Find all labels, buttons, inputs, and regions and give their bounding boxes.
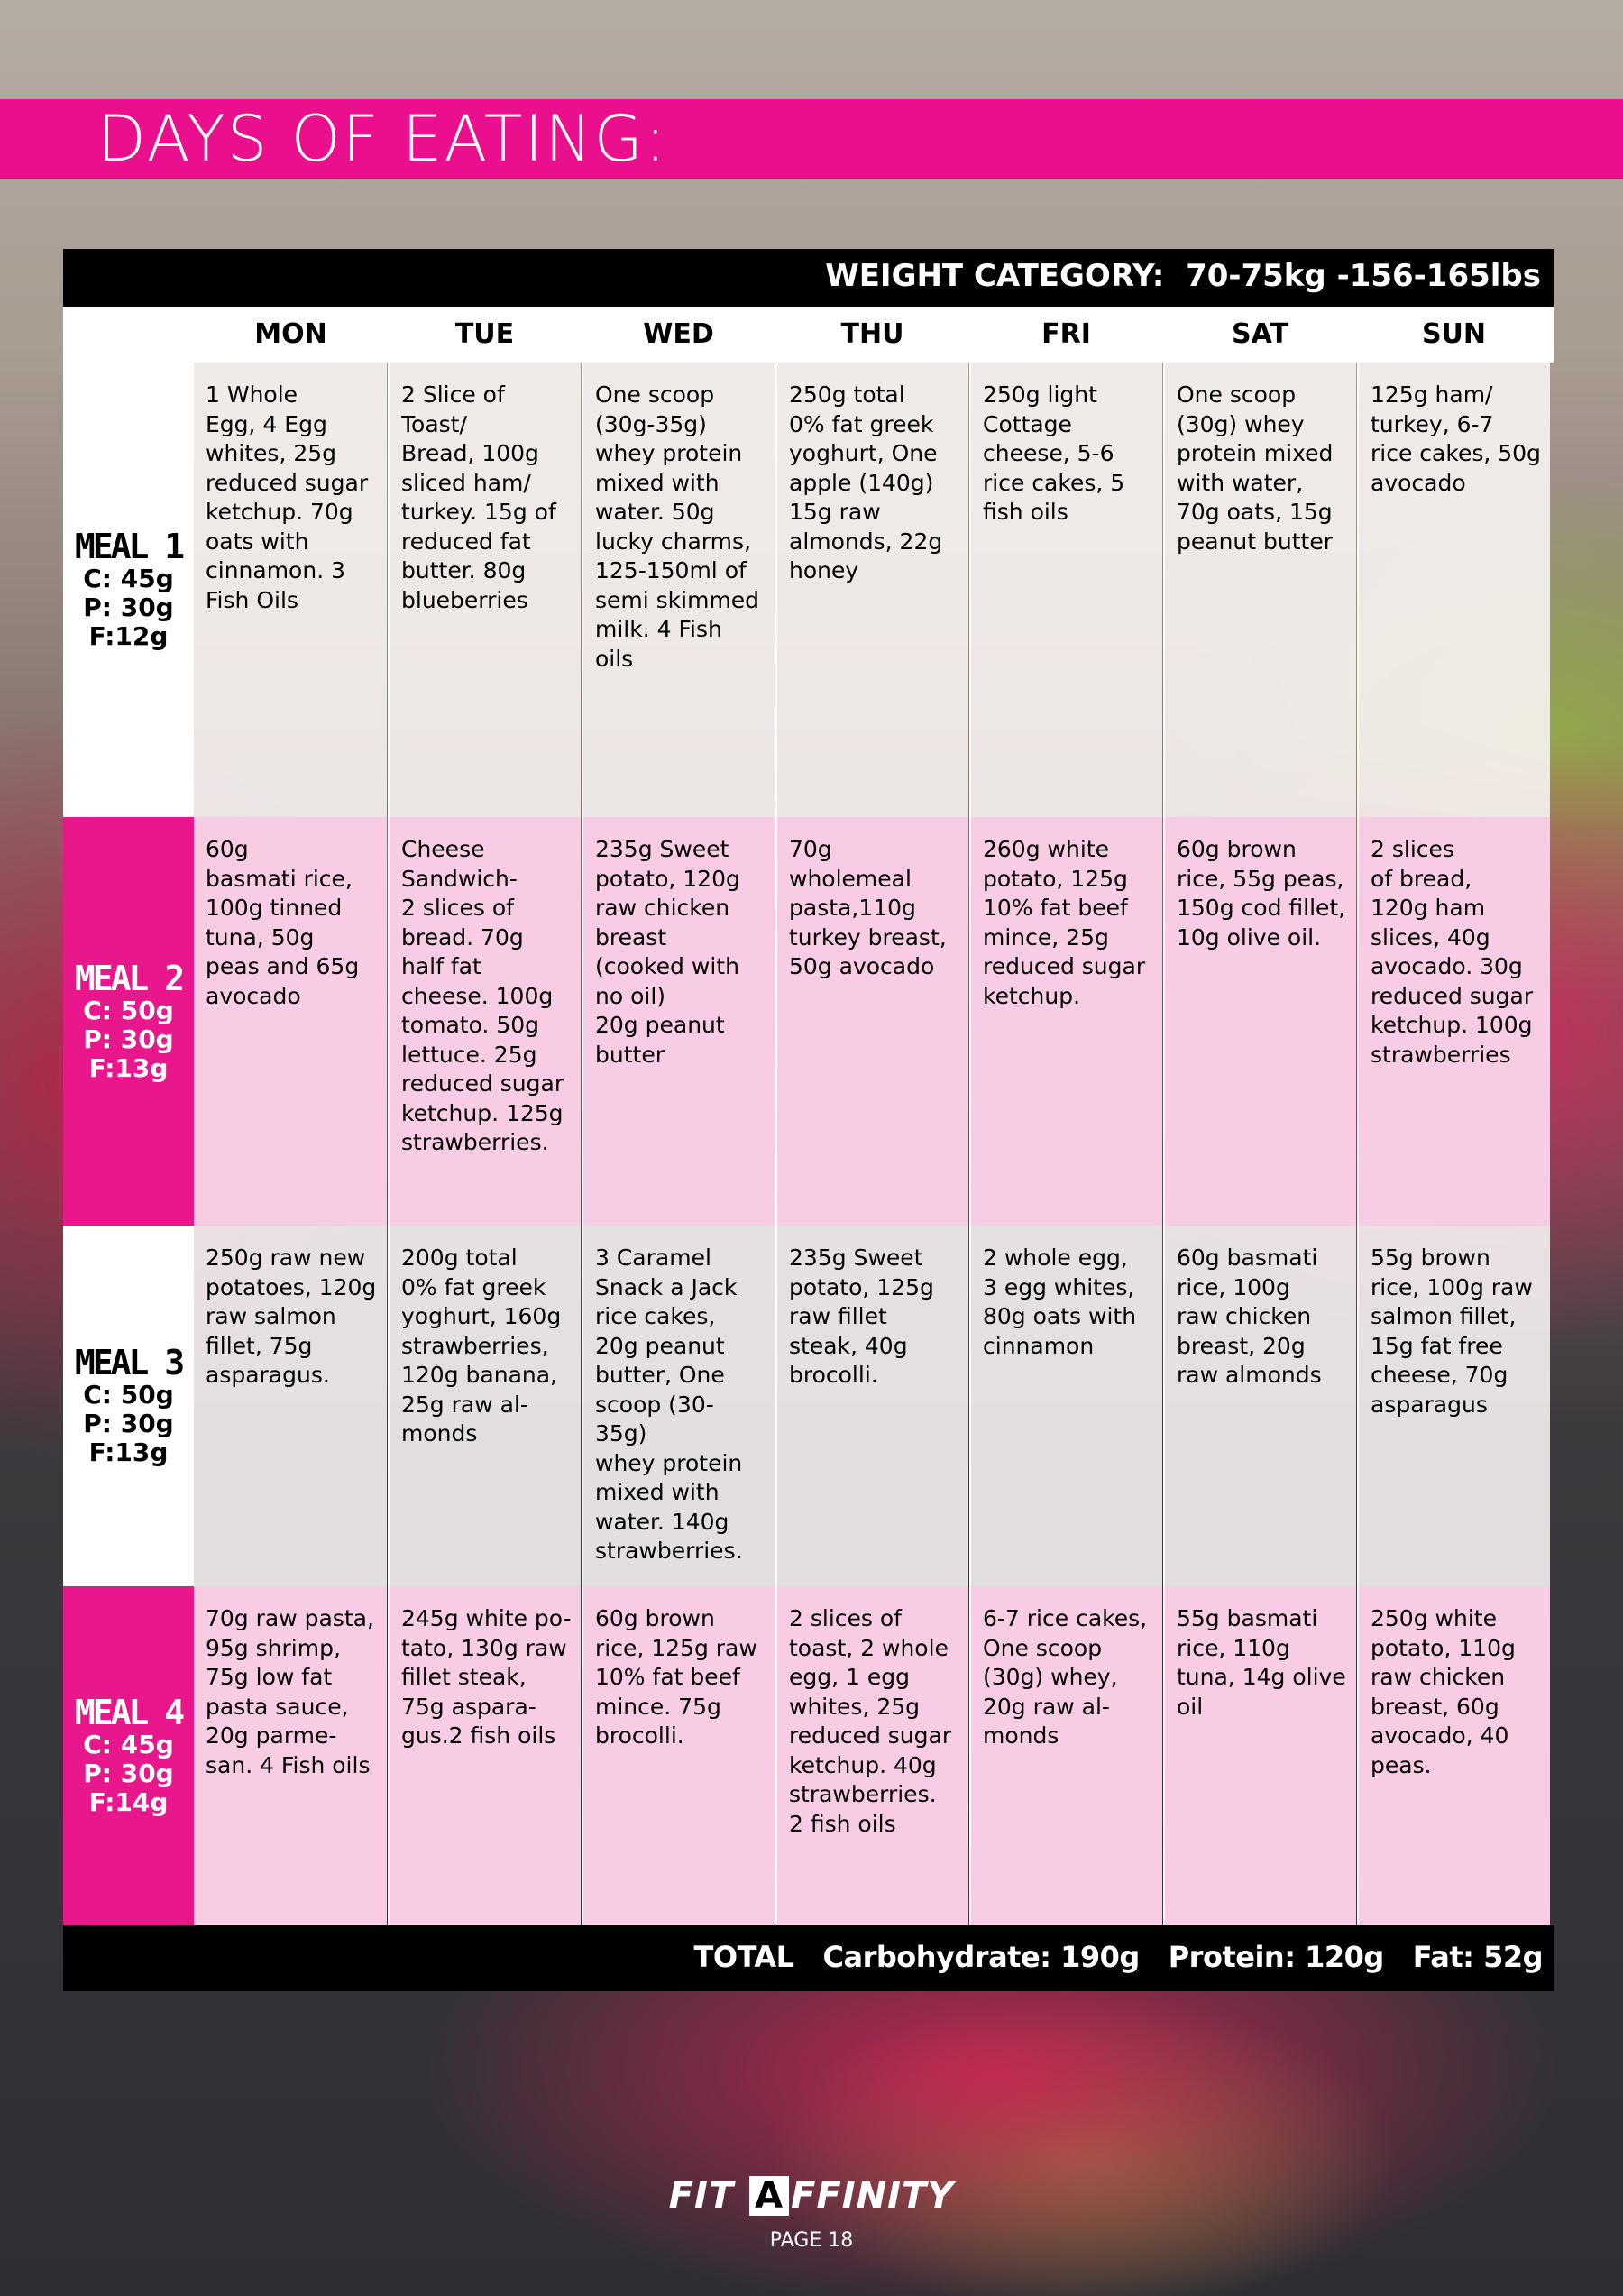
meal-cell-tue: 245g white po- tato, 130g raw fillet steak, 75g aspara- gus.2 fish oils [388,1586,581,1925]
meal-cell-sat: 60g basmati rice, 100g raw chicken breast, 20g raw almonds [1163,1226,1356,1586]
totals-bar [63,1925,1554,1991]
meal-cell-fri: 2 whole egg, 3 egg whites, 80g oats with cinnamon [969,1226,1162,1586]
meal-cell-fri: 6-7 rice cakes, One scoop (30g) whey, 20g raw al- monds [969,1586,1162,1925]
meal-cell-wed: 3 Caramel Snack a Jack rice cakes, 20g peanut butter, One scoop (30-35g) whey protein mixed with water. 140g strawberries. [582,1226,775,1586]
meal-cell-thu: 2 slices of toast, 2 whole egg, 1 egg whites, 25g reduced sugar ketchup. 40g strawberries. 2 fish oils [775,1586,968,1925]
logo-text-left: FIT [668,2175,735,2217]
logo-badge: A [749,2176,789,2216]
meal-label [63,363,194,817]
meal-row-4 [63,1586,1554,1925]
day-header-sat: SAT [1232,318,1288,350]
meal-cell-sun: 250g white potato, 110g raw chicken breast, 60g avocado, 40 peas. [1357,1586,1550,1925]
meal-cell-sat: 60g brown rice, 55g peas, 150g cod fillet, 10g olive oil. [1163,817,1356,1226]
meal-cell-wed: 235g Sweet potato, 120g raw chicken breast (cooked with no oil) 20g peanut butter [582,817,775,1226]
total-carbohydrate: Carbohydrate: 190g [822,1940,1140,1974]
total-fat: Fat: 52g [1412,1940,1543,1974]
meal-carbs: C: 50g [83,1380,174,1410]
meal-cell-tue: Cheese Sandwich- 2 slices of bread. 70g half fat cheese. 100g tomato. 50g lettuce. 25g reduced sugar ketchup. 125g strawberries. [388,817,581,1226]
meal-protein: P: 30g [83,1409,174,1438]
meal-row-2 [63,817,1554,1226]
meal-carbs: C: 45g [83,564,174,593]
fit-affinity-logo [0,2175,1623,2217]
meal-fat: F:12g [88,621,169,651]
day-header-thu: THU [840,318,904,350]
meal-cell-sun: 2 slices of bread, 120g ham slices, 40g avocado. 30g reduced sugar ketchup. 100g strawberries [1357,817,1550,1226]
meal-protein: P: 30g [83,592,174,622]
totals-text [694,1940,1543,1974]
meal-cell-thu: 235g Sweet potato, 125g raw fillet steak, 40g brocolli. [775,1226,968,1586]
day-header-row [63,307,1554,363]
day-header-mon: MON [254,318,327,350]
meal-name: MEAL 1 [74,527,183,566]
meal-cell-tue: 200g total 0% fat greek yoghurt, 160g strawberries, 120g banana, 25g raw al- monds [388,1226,581,1586]
meal-cell-mon: 70g raw pasta, 95g shrimp, 75g low fat pasta sauce, 20g parme- san. 4 Fish oils [194,1586,387,1925]
day-header-tue: TUE [454,318,515,350]
weight-category-label: WEIGHT CATEGORY: 70-75kg -156-165lbs [825,258,1541,294]
day-header-sun: SUN [1421,318,1487,350]
meal-carbs: C: 45g [83,1730,174,1759]
meal-cell-sat: One scoop (30g) whey protein mixed with water, 70g oats, 15g peanut butter [1163,363,1356,817]
meal-fat: F:13g [88,1052,169,1083]
meal-row-3 [63,1226,1554,1586]
meal-fat: F:13g [88,1437,169,1467]
title-banner [0,99,1623,179]
meal-cell-sun: 55g brown rice, 100g raw salmon fillet, 15g fat free cheese, 70g asparagus [1357,1226,1550,1586]
logo-text-right: FFINITY [791,2175,955,2217]
meal-cell-sun: 125g ham/ turkey, 6-7 rice cakes, 50g avocado [1357,363,1550,817]
meal-cell-thu: 70g wholemeal pasta,110g turkey breast, 50g avocado [775,817,968,1226]
meal-plan-table [63,249,1554,1991]
weight-category-bar [63,249,1554,307]
day-header-wed: WED [643,318,714,350]
meal-protein: P: 30g [83,1759,174,1788]
meal-cell-wed: 60g brown rice, 125g raw 10% fat beef mince. 75g brocolli. [582,1586,775,1925]
meal-label [63,1586,194,1925]
meal-cell-tue: 2 Slice of Toast/ Bread, 100g sliced ham/ turkey. 15g of reduced fat butter. 80g blueberries [388,363,581,817]
meal-cell-fri: 250g light Cottage cheese, 5-6 rice cakes, 5 fish oils [969,363,1162,817]
meal-name: MEAL 4 [74,1693,183,1732]
meal-cell-wed: One scoop (30g-35g) whey protein mixed with water. 50g lucky charms, 125-150ml of semi skimmed milk. 4 Fish oils [582,363,775,817]
meal-row-1 [63,363,1554,817]
total-protein: Protein: 120g [1168,1940,1384,1974]
meal-name: MEAL 3 [74,1343,183,1382]
meal-fat: F:14g [88,1787,169,1817]
meal-cell-mon: 1 Whole Egg, 4 Egg whites, 25g reduced sugar ketchup. 70g oats with cinnamon. 3 Fish Oils [194,363,387,817]
meal-name: MEAL 2 [74,958,183,998]
totals-label: TOTAL [693,1940,794,1974]
page-title: DAYS OF EATING: [97,102,668,176]
meal-carbs: C: 50g [83,995,174,1025]
meal-label [63,817,194,1226]
meal-cell-mon: 60g basmati rice, 100g tinned tuna, 50g peas and 65g avocado [194,817,387,1226]
page-number: PAGE 18 [769,2229,854,2252]
meal-protein: P: 30g [83,1024,174,1054]
meal-cell-mon: 250g raw new potatoes, 120g raw salmon fillet, 75g asparagus. [194,1226,387,1586]
meal-label [63,1226,194,1586]
meal-cell-sat: 55g basmati rice, 110g tuna, 14g olive oil [1163,1586,1356,1925]
meal-cell-fri: 260g white potato, 125g 10% fat beef mince, 25g reduced sugar ketchup. [969,817,1162,1226]
day-header-fri: FRI [1041,318,1091,350]
meal-cell-thu: 250g total 0% fat greek yoghurt, One apple (140g) 15g raw almonds, 22g honey [775,363,968,817]
